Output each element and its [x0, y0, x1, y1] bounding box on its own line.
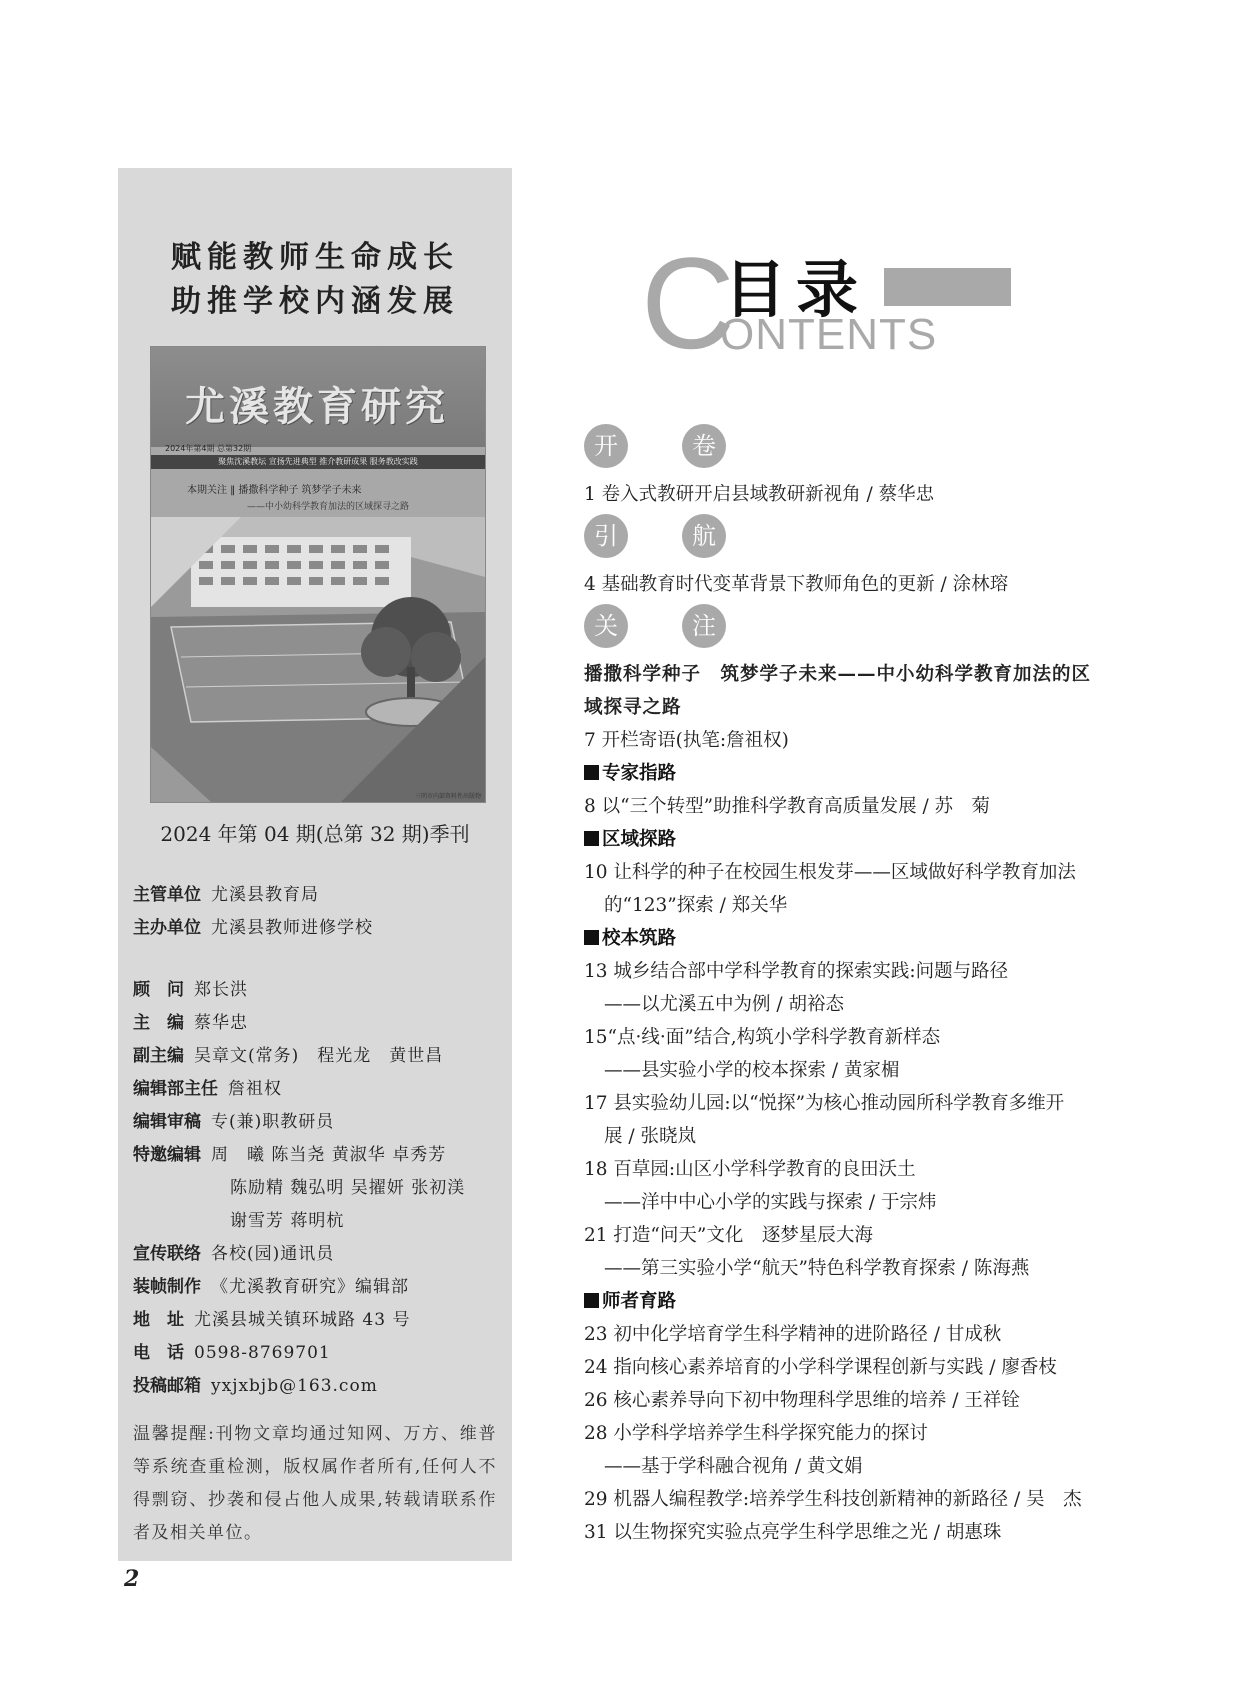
- copyright-notice: 温馨提醒:刊物文章均通过知网、万方、维普等系统查重检测，版权属作者所有,任何人不得剽窃、抄袭和侵占他人成果,转载请联系作者及相关单位。: [133, 1424, 497, 1543]
- toc-entry[interactable]: 8 以“三个转型”助推科学教育高质量发展 / 苏 菊: [584, 796, 991, 817]
- toc-entry-cont: ——基于学科融合视角 / 黄文娟: [604, 1456, 863, 1477]
- info-value: 周 曦 陈当尧 黄淑华 卓秀芳: [211, 1145, 447, 1165]
- toc-entry[interactable]: 21 打造“问天”文化 逐梦星辰大海: [584, 1225, 873, 1246]
- info-key: 投稿邮箱: [133, 1376, 201, 1396]
- info-key: 特邀编辑: [133, 1145, 201, 1165]
- square-bullet-icon: [584, 765, 599, 780]
- toc-entry-cont: 的“123”探索 / 郑关华: [604, 895, 788, 916]
- section-header-label: 区域探路: [602, 829, 677, 850]
- info-value: 各校(园)通讯员: [211, 1244, 335, 1264]
- info-row-guest-editors-cont: [230, 1206, 344, 1231]
- toc-entry[interactable]: 15“点·线·面”结合,构筑小学科学教育新样态: [584, 1027, 941, 1048]
- info-row-sponsor: [133, 913, 373, 938]
- cover-issue: 2024年第4期 总第32期: [165, 444, 252, 453]
- toc-entry[interactable]: 24 指向核心素养培育的小学科学课程创新与实践 / 廖香枝: [584, 1357, 1057, 1378]
- cover-image: [150, 346, 486, 803]
- section-circle: 注: [682, 604, 726, 648]
- cover-focus-subtitle: ——中小幼科学教育加法的区域探寻之路: [247, 502, 410, 512]
- info-row-production: [133, 1272, 409, 1297]
- section-circle: 开: [584, 424, 628, 468]
- section-circle: 引: [584, 514, 628, 558]
- section-circle: 航: [682, 514, 726, 558]
- info-key: 宣传联络: [133, 1244, 201, 1264]
- cover-strip: 聚焦沈溪教坛 宣扬先进典型 推介教研成果 服务教改实践: [151, 455, 485, 469]
- square-bullet-icon: [584, 831, 599, 846]
- toc-entry[interactable]: 1 卷入式教研开启县域教研新视角 / 蔡华忠: [584, 484, 935, 505]
- toc-entry-cont: ——以尤溪五中为例 / 胡裕态: [604, 994, 844, 1015]
- info-row-email: [133, 1371, 378, 1396]
- info-value: yxjxbjb@163.com: [211, 1376, 378, 1396]
- info-key: 地 址: [133, 1310, 184, 1330]
- info-key: 主办单位: [133, 918, 201, 938]
- school-photo: [151, 517, 485, 802]
- toc-entry[interactable]: 28 小学科学培养学生科学探究能力的探讨: [584, 1423, 928, 1444]
- feature-title-cont: 域探寻之路: [584, 697, 682, 718]
- toc-entry[interactable]: 13 城乡结合部中学科学教育的探索实践:问题与路径: [584, 961, 1009, 982]
- info-row-advisor: [133, 975, 248, 1000]
- section-header: [584, 825, 676, 851]
- cover-title: 尤溪教育研究: [185, 383, 449, 430]
- info-row-editorial-director: [133, 1074, 282, 1099]
- slogan-line-2: 助推学校内涵发展: [171, 284, 459, 319]
- info-key: 主管单位: [133, 885, 201, 905]
- square-bullet-icon: [584, 1293, 599, 1308]
- info-value: 陈励精 魏弘明 吴擢妍 张初渼: [230, 1178, 466, 1198]
- info-key: 装帧制作: [133, 1277, 201, 1297]
- toc-entry[interactable]: 10 让科学的种子在校园生根发芽——区域做好科学教育加法: [584, 862, 1076, 883]
- issue-label: 2024 年第 04 期(总第 32 期)季刊: [160, 822, 470, 846]
- info-key: 编辑部主任: [133, 1079, 218, 1099]
- section-circle: 关: [584, 604, 628, 648]
- info-key: 顾 问: [133, 980, 184, 1000]
- section-header-label: 师者育路: [602, 1291, 677, 1312]
- info-row-address: [133, 1305, 410, 1330]
- toc-entry-cont: ——第三实验小学“航天”特色科学教育探索 / 陈海燕: [604, 1258, 1030, 1279]
- info-key: 电 话: [133, 1343, 184, 1363]
- info-value: 尤溪县教师进修学校: [211, 918, 373, 938]
- section-header: [584, 924, 676, 950]
- cover-focus: 本期关注 ‖ 播撒科学种子 筑梦学子未来: [187, 485, 362, 496]
- section-circle: 卷: [682, 424, 726, 468]
- toc-entry[interactable]: 26 核心素养导向下初中物理科学思维的培养 / 王祥铨: [584, 1390, 1020, 1411]
- toc-entry-cont: ——洋中中心小学的实践与探索 / 于宗炜: [604, 1192, 937, 1213]
- heading-bar: [884, 268, 1011, 306]
- info-key: 主 编: [133, 1013, 184, 1033]
- toc-entry[interactable]: 7 开栏寄语(执笔:詹祖权): [584, 730, 789, 751]
- toc-entry[interactable]: 23 初中化学培育学生科学精神的进阶路径 / 甘成秋: [584, 1324, 1002, 1345]
- contents-heading: 目录: [724, 253, 869, 326]
- section-header-label: 专家指路: [602, 763, 677, 784]
- info-row-supervisor: [133, 880, 319, 905]
- info-key: 编辑审稿: [133, 1112, 201, 1132]
- toc-entry[interactable]: 18 百草园:山区小学科学教育的良田沃土: [584, 1159, 916, 1180]
- feature-title[interactable]: 播撒科学种子 筑梦学子未来——中小幼科学教育加法的区: [584, 664, 1092, 685]
- toc-entry[interactable]: 29 机器人编程教学:培养学生科技创新精神的新路径 / 吴 杰: [584, 1489, 1082, 1510]
- toc-entry[interactable]: 4 基础教育时代变革背景下教师角色的更新 / 涂林瑢: [584, 574, 1009, 595]
- info-value: 蔡华忠: [194, 1013, 248, 1033]
- toc-entry[interactable]: 17 县实验幼儿园:以“悦探”为核心推动园所科学教育多维开: [584, 1093, 1065, 1114]
- contents-c-letter: C: [641, 230, 735, 376]
- info-value: 尤溪县城关镇环城路 43 号: [194, 1310, 411, 1330]
- info-value: 詹祖权: [228, 1079, 282, 1099]
- info-row-reviewers: [133, 1107, 334, 1132]
- info-row-guest-editors: [133, 1140, 446, 1165]
- section-header: [584, 1287, 676, 1313]
- info-value: 谢雪芳 蒋明杭: [230, 1211, 345, 1231]
- info-value: 吴章文(常务) 程光龙 黄世昌: [194, 1046, 444, 1066]
- section-header-label: 校本筑路: [602, 928, 677, 949]
- info-row-deputy-editors: [133, 1041, 443, 1066]
- info-value: 《尤溪教育研究》编辑部: [211, 1277, 409, 1297]
- info-row-phone: [133, 1338, 331, 1363]
- contents-heading-en: ONTENTS: [720, 310, 938, 359]
- info-value: 专(兼)职教研员: [211, 1112, 335, 1132]
- info-value: 0598-8769701: [194, 1343, 331, 1363]
- info-key: 副主编: [133, 1046, 184, 1066]
- info-value: 郑长洪: [194, 980, 248, 1000]
- toc-entry-cont: 展 / 张晓岚: [604, 1126, 696, 1147]
- page-number: 2: [124, 1566, 140, 1592]
- square-bullet-icon: [584, 930, 599, 945]
- info-row-liaison: [133, 1239, 334, 1264]
- slogan-line-1: 赋能教师生命成长: [171, 240, 459, 275]
- section-header: [584, 759, 676, 785]
- masthead-sidebar: [118, 168, 512, 1561]
- toc-entry[interactable]: 31 以生物探究实验点亮学生科学思维之光 / 胡惠珠: [584, 1522, 1002, 1543]
- info-value: 尤溪县教育局: [211, 885, 319, 905]
- cover-footnote: 三明市内部资料性出版物: [414, 793, 481, 800]
- info-row-editor-in-chief: [133, 1008, 248, 1033]
- toc-entry-cont: ——县实验小学的校本探索 / 黄家楣: [604, 1060, 900, 1081]
- info-row-guest-editors-cont: [230, 1173, 465, 1198]
